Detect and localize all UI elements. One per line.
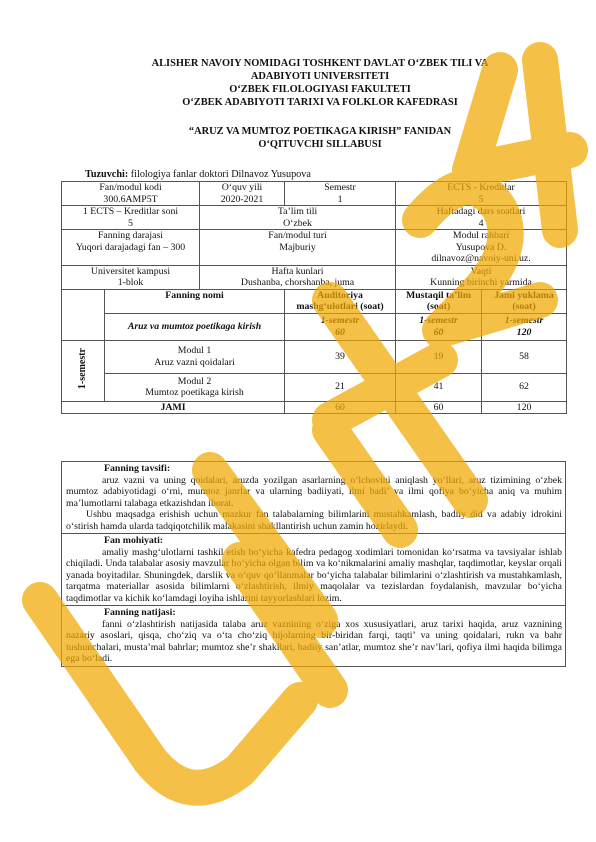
info-row-2: [62, 206, 567, 230]
blank-cell: [62, 289, 105, 340]
module-row: [62, 340, 567, 373]
header-mustaqil: Mustaqil ta’lim (soat): [396, 289, 482, 313]
cell-talim-tili: Ta’lim tili O‘zbek: [200, 206, 396, 230]
department-name: O‘ZBEK ADABIYOTI TARIXI VA FOLKLOR KAFEDRASI: [182, 97, 458, 108]
module-row: [62, 373, 567, 401]
module-name: Modul 1 Aruz vazni qoidalari: [105, 340, 285, 373]
leader-email: dilnavoz@navoiy-uni.uz.: [431, 253, 531, 264]
cell-ects-soni: 1 ECTS – Kreditlar soni 5: [62, 206, 200, 230]
syllabus-table: [61, 181, 567, 414]
module-ind: 41: [396, 373, 482, 401]
cell-fan-turi: Fan/modul turi Majburiy: [200, 230, 396, 266]
module-aud: 21: [285, 373, 396, 401]
hours-header-row: [62, 289, 567, 313]
module-name: Modul 2 Mumtoz poetikaga kirish: [105, 373, 285, 401]
cell-fan-darajasi: Fanning darajasi Yuqori darajadagi fan – 300: [62, 230, 200, 266]
course-ind: 1-semestr 60: [396, 313, 482, 340]
module-aud: 39: [285, 340, 396, 373]
info-row-3: [62, 230, 567, 266]
section-paragraph: amaliy mashg‘ulotlarni tashkil etish bo‘yicha kafedra pedagog xodimlari tomonidan ko‘rsatma va tavsiyalar ishlab chiqiladi. Unda talabalar asosiy mavzular bo‘yicha olgan bilim va ko‘nikmalarini amaliy mashqlar, taqdimotlar, keyslar orqali yanada boyitadilar. Shuningdek, darslik va o‘quv qo‘llanmalar bo‘yicha talabalar bilimlarini o‘zlashtirish va mustahkamlash, tarqatma materiallar asosida bilimlarni o‘zlashtirish, ilmiy maqolalar va tezislardan foydalanish, mavzular bo‘yicha taqdimotlar va kichik ko‘lamdagi loyiha ishlarini tayyorlashlari lozim.: [66, 546, 562, 604]
course-name: Aruz va mumtoz poetikaga kirish: [105, 313, 285, 340]
total-label: JAMI: [62, 401, 285, 414]
total-row: [62, 401, 567, 414]
author-value: filologiya fanlar doktori Dilnavoz Yusupova: [130, 169, 311, 180]
cell-vaqti: Vaqti Kunning birinchi yarmida: [396, 265, 567, 289]
info-row-1: [62, 182, 567, 206]
cell-haftadagi-soat: Haftadagi dars soatlari 4: [396, 206, 567, 230]
course-aud: 1-semestr 60: [285, 313, 396, 340]
module-ind: 19: [396, 340, 482, 373]
cell-semestr: Semestr 1: [285, 182, 396, 206]
cell-modul-rahbari: Modul rahbari Yusupova D. dilnavoz@navoiy-uni.uz.: [396, 230, 567, 266]
section-tavsif: [62, 462, 565, 534]
cell-kampus: Universitet kampusi 1-blok: [62, 265, 200, 289]
university-name-line2: ADABIYOTI UNIVERSITETI: [250, 71, 390, 82]
section-title: Fanning natijasi:: [104, 607, 176, 618]
section-title: Fanning tavsifi:: [104, 463, 171, 474]
header-auditoriya: Auditoriya mashg‘ulotlari (soat): [285, 289, 396, 313]
header-fan-nomi: Fanning nomi: [105, 289, 285, 313]
module-tot: 58: [482, 340, 567, 373]
section-mohiyati: [62, 534, 565, 606]
title-line2: O‘QITUVCHI SILLABUSI: [258, 139, 382, 150]
title-line1: “ARUZ VA MUMTOZ POETIKAGA KIRISH” FANIDAN: [188, 126, 452, 137]
document-title: [60, 125, 580, 151]
total-ind: 60: [396, 401, 482, 414]
faculty-name: O‘ZBEK FILOLOGIYASI FAKULTETI: [229, 84, 411, 95]
author-label: Tuzuvchi:: [85, 169, 129, 180]
cell-ects: ECTS - Kreditlar 5: [396, 182, 567, 206]
total-tot: 120: [482, 401, 567, 414]
university-name-line1: ALISHER NAVOIY NOMIDAGI TOSHKENT DAVLAT O‘ZBEK TILI VA: [151, 58, 489, 69]
semester-label-cell: [62, 340, 105, 401]
section-natijasi: [62, 606, 565, 666]
info-row-4: [62, 265, 567, 289]
total-aud: 60: [285, 401, 396, 414]
header-jami: Jami yuklama (soat): [482, 289, 567, 313]
cell-hafta-kunlari: Hafta kunlari Dushanba, chorshanba, juma: [200, 265, 396, 289]
section-title: Fan mohiyati:: [104, 535, 164, 546]
description-sections: [61, 461, 566, 667]
author-line: [85, 169, 311, 180]
cell-fan-kodi: Fan/modul kodi 300.6AMP5T: [62, 182, 200, 206]
semester-label: 1-semestr: [77, 348, 89, 390]
section-paragraph: fanni o‘zlashtirish natijasida talaba aruz vaznining o‘ziga xos xususiyatlari, aruz tarixi haqida, aruz vaznining nazariy asoslari, qisqa, cho‘ziq va o‘ta cho‘ziq hijolarning bir-biridan farqi, taqti’ va uning qoidalari, rukn va bahr tushunchalari, musta’mal bahrlar; mumtoz she’r shakllari, badiiy san’atlar, mumtoz she’r nav’lari, qofiya ilmi haqida bilimga ega bo‘ladi.: [66, 618, 562, 664]
cell-oquv-yili: O‘quv yili 2020-2021: [200, 182, 285, 206]
course-row: [62, 313, 567, 340]
course-tot: 1-semestr 120: [482, 313, 567, 340]
module-tot: 62: [482, 373, 567, 401]
section-paragraph: Ushbu maqsadga erishish uchun mazkur fan talabalarning bilimlarini mustahkamlash, badiiy did va adabiy idrokini o‘stirish hamda ularda tadqiqotchilik malakasini shakllantirish uchun zamin hozirlaydi.: [66, 509, 562, 532]
section-paragraph: aruz vazni va uning qoidalari, aruzda yozilgan asarlarning o‘lchovini aniqlash yo‘llari, aruz tizimining o‘zbek mumtoz adabiyotidagi o‘rni, mumtoz janrlar va ularning badiiyati, ilmi badi’ va ilmi qofiya bo‘yicha aniq va muhim ma’lumotlarni talabaga etkazishdan iborat.: [66, 474, 562, 509]
document-header: [60, 57, 580, 109]
